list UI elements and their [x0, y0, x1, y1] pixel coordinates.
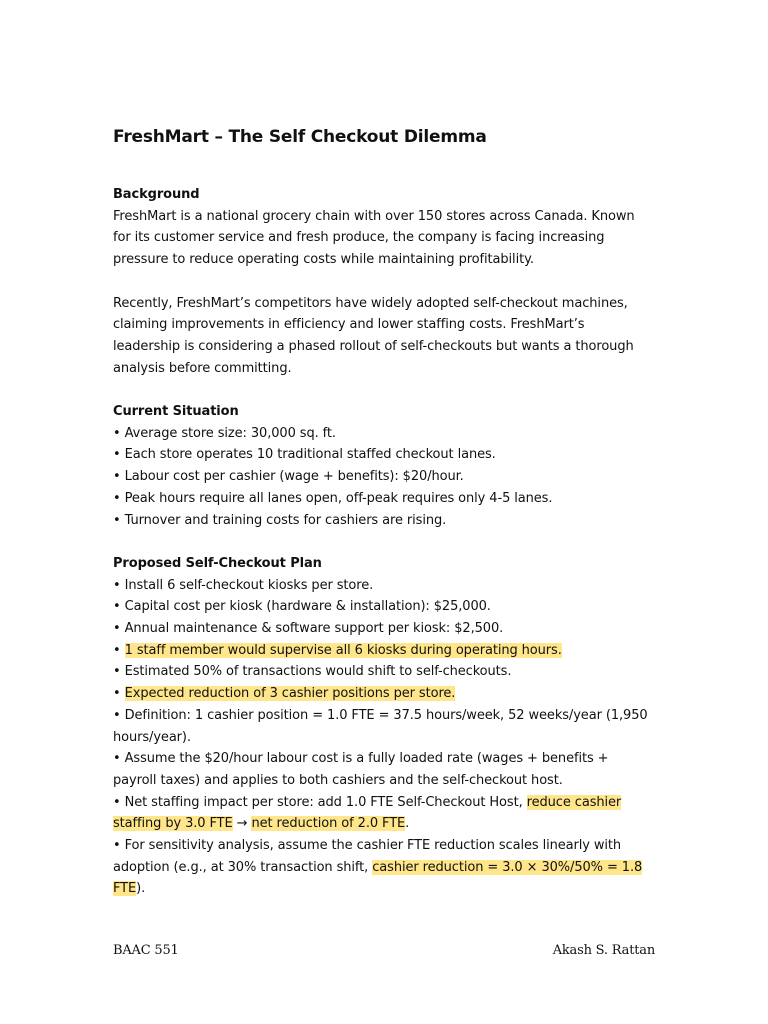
- plan-section: [113, 553, 653, 900]
- current-item: • Each store operates 10 traditional staffed checkout lanes.: [113, 447, 496, 463]
- plan-item: [113, 792, 653, 835]
- document-body: [113, 184, 653, 900]
- plan-item: • Annual maintenance & software support per kiosk: $2,500.: [113, 621, 504, 637]
- current-item: • Labour cost per cashier (wage + benefits): $20/hour.: [113, 469, 464, 485]
- plan-item: • Install 6 self-checkout kiosks per store.: [113, 577, 374, 593]
- plan-text: • Net staffing impact per store: add 1.0 FTE Self-Checkout Host,: [113, 794, 527, 810]
- plan-item: • Capital cost per kiosk (hardware & installation): $25,000.: [113, 599, 491, 615]
- section-spacer: [113, 531, 653, 553]
- highlighted-text: reduce cashier staffing by 3.0 FTE: [113, 794, 622, 832]
- arrow-icon: →: [232, 816, 252, 832]
- current-situation-heading: Current Situation: [113, 404, 239, 419]
- plan-heading: Proposed Self-Checkout Plan: [113, 555, 322, 571]
- document-title: FreshMart – The Self Checkout Dilemma: [113, 127, 487, 147]
- highlighted-text: cashier reduction = 3.0 × 30%/50% = 1.8 FTE: [113, 859, 643, 897]
- paragraph-spacer: [113, 271, 653, 293]
- footer-course-code: BAAC 551: [113, 943, 179, 958]
- plan-text: • For sensitivity analysis, assume the cashier FTE reduction scales linearly with adoption (e.g., at 30% transaction shift,: [113, 838, 622, 875]
- plan-item: • Definition: 1 cashier position = 1.0 FTE = 37.5 hours/week, 52 weeks/year (1,950 hours/year).: [113, 707, 648, 745]
- bullet: •: [113, 686, 125, 702]
- current-item: • Turnover and training costs for cashiers are rising.: [113, 512, 447, 528]
- background-paragraph-2: Recently, FreshMart’s competitors have widely adopted self-checkout machines, claiming improvements in efficiency and lower staffing costs. FreshMart’s leadership is considering a phased rollout of self-checkouts but wants a thorough analysis before committing.: [113, 295, 634, 376]
- current-item: • Average store size: 30,000 sq. ft.: [113, 425, 336, 441]
- footer-author: Akash S. Rattan: [552, 943, 655, 958]
- section-spacer: [113, 379, 653, 401]
- plan-item: • Assume the $20/hour labour cost is a fully loaded rate (wages + benefits + payroll taxes) and applies to both cashiers and the self-checkout host.: [113, 751, 609, 788]
- plan-text: ).: [136, 881, 146, 897]
- background-paragraph-1: FreshMart is a national grocery chain with over 150 stores across Canada. Known for its customer service and fresh produce, the company is facing increasing pressure to reduce operating costs while maintaining profitability.: [113, 208, 635, 268]
- highlighted-text: net reduction of 2.0 FTE: [251, 816, 406, 832]
- plan-text: .: [405, 816, 410, 832]
- current-situation-section: [113, 401, 653, 531]
- background-section: [113, 184, 653, 379]
- bullet: •: [113, 642, 125, 658]
- highlighted-text: 1 staff member would supervise all 6 kiosks during operating hours.: [124, 642, 562, 658]
- background-heading: Background: [113, 187, 200, 202]
- current-item: • Peak hours require all lanes open, off-peak requires only 4-5 lanes.: [113, 490, 553, 506]
- plan-item: [113, 683, 653, 705]
- plan-item: • Estimated 50% of transactions would shift to self-checkouts.: [113, 664, 512, 680]
- plan-item: [113, 640, 653, 662]
- plan-item: [113, 835, 653, 900]
- highlighted-text: Expected reduction of 3 cashier positions per store.: [124, 686, 456, 702]
